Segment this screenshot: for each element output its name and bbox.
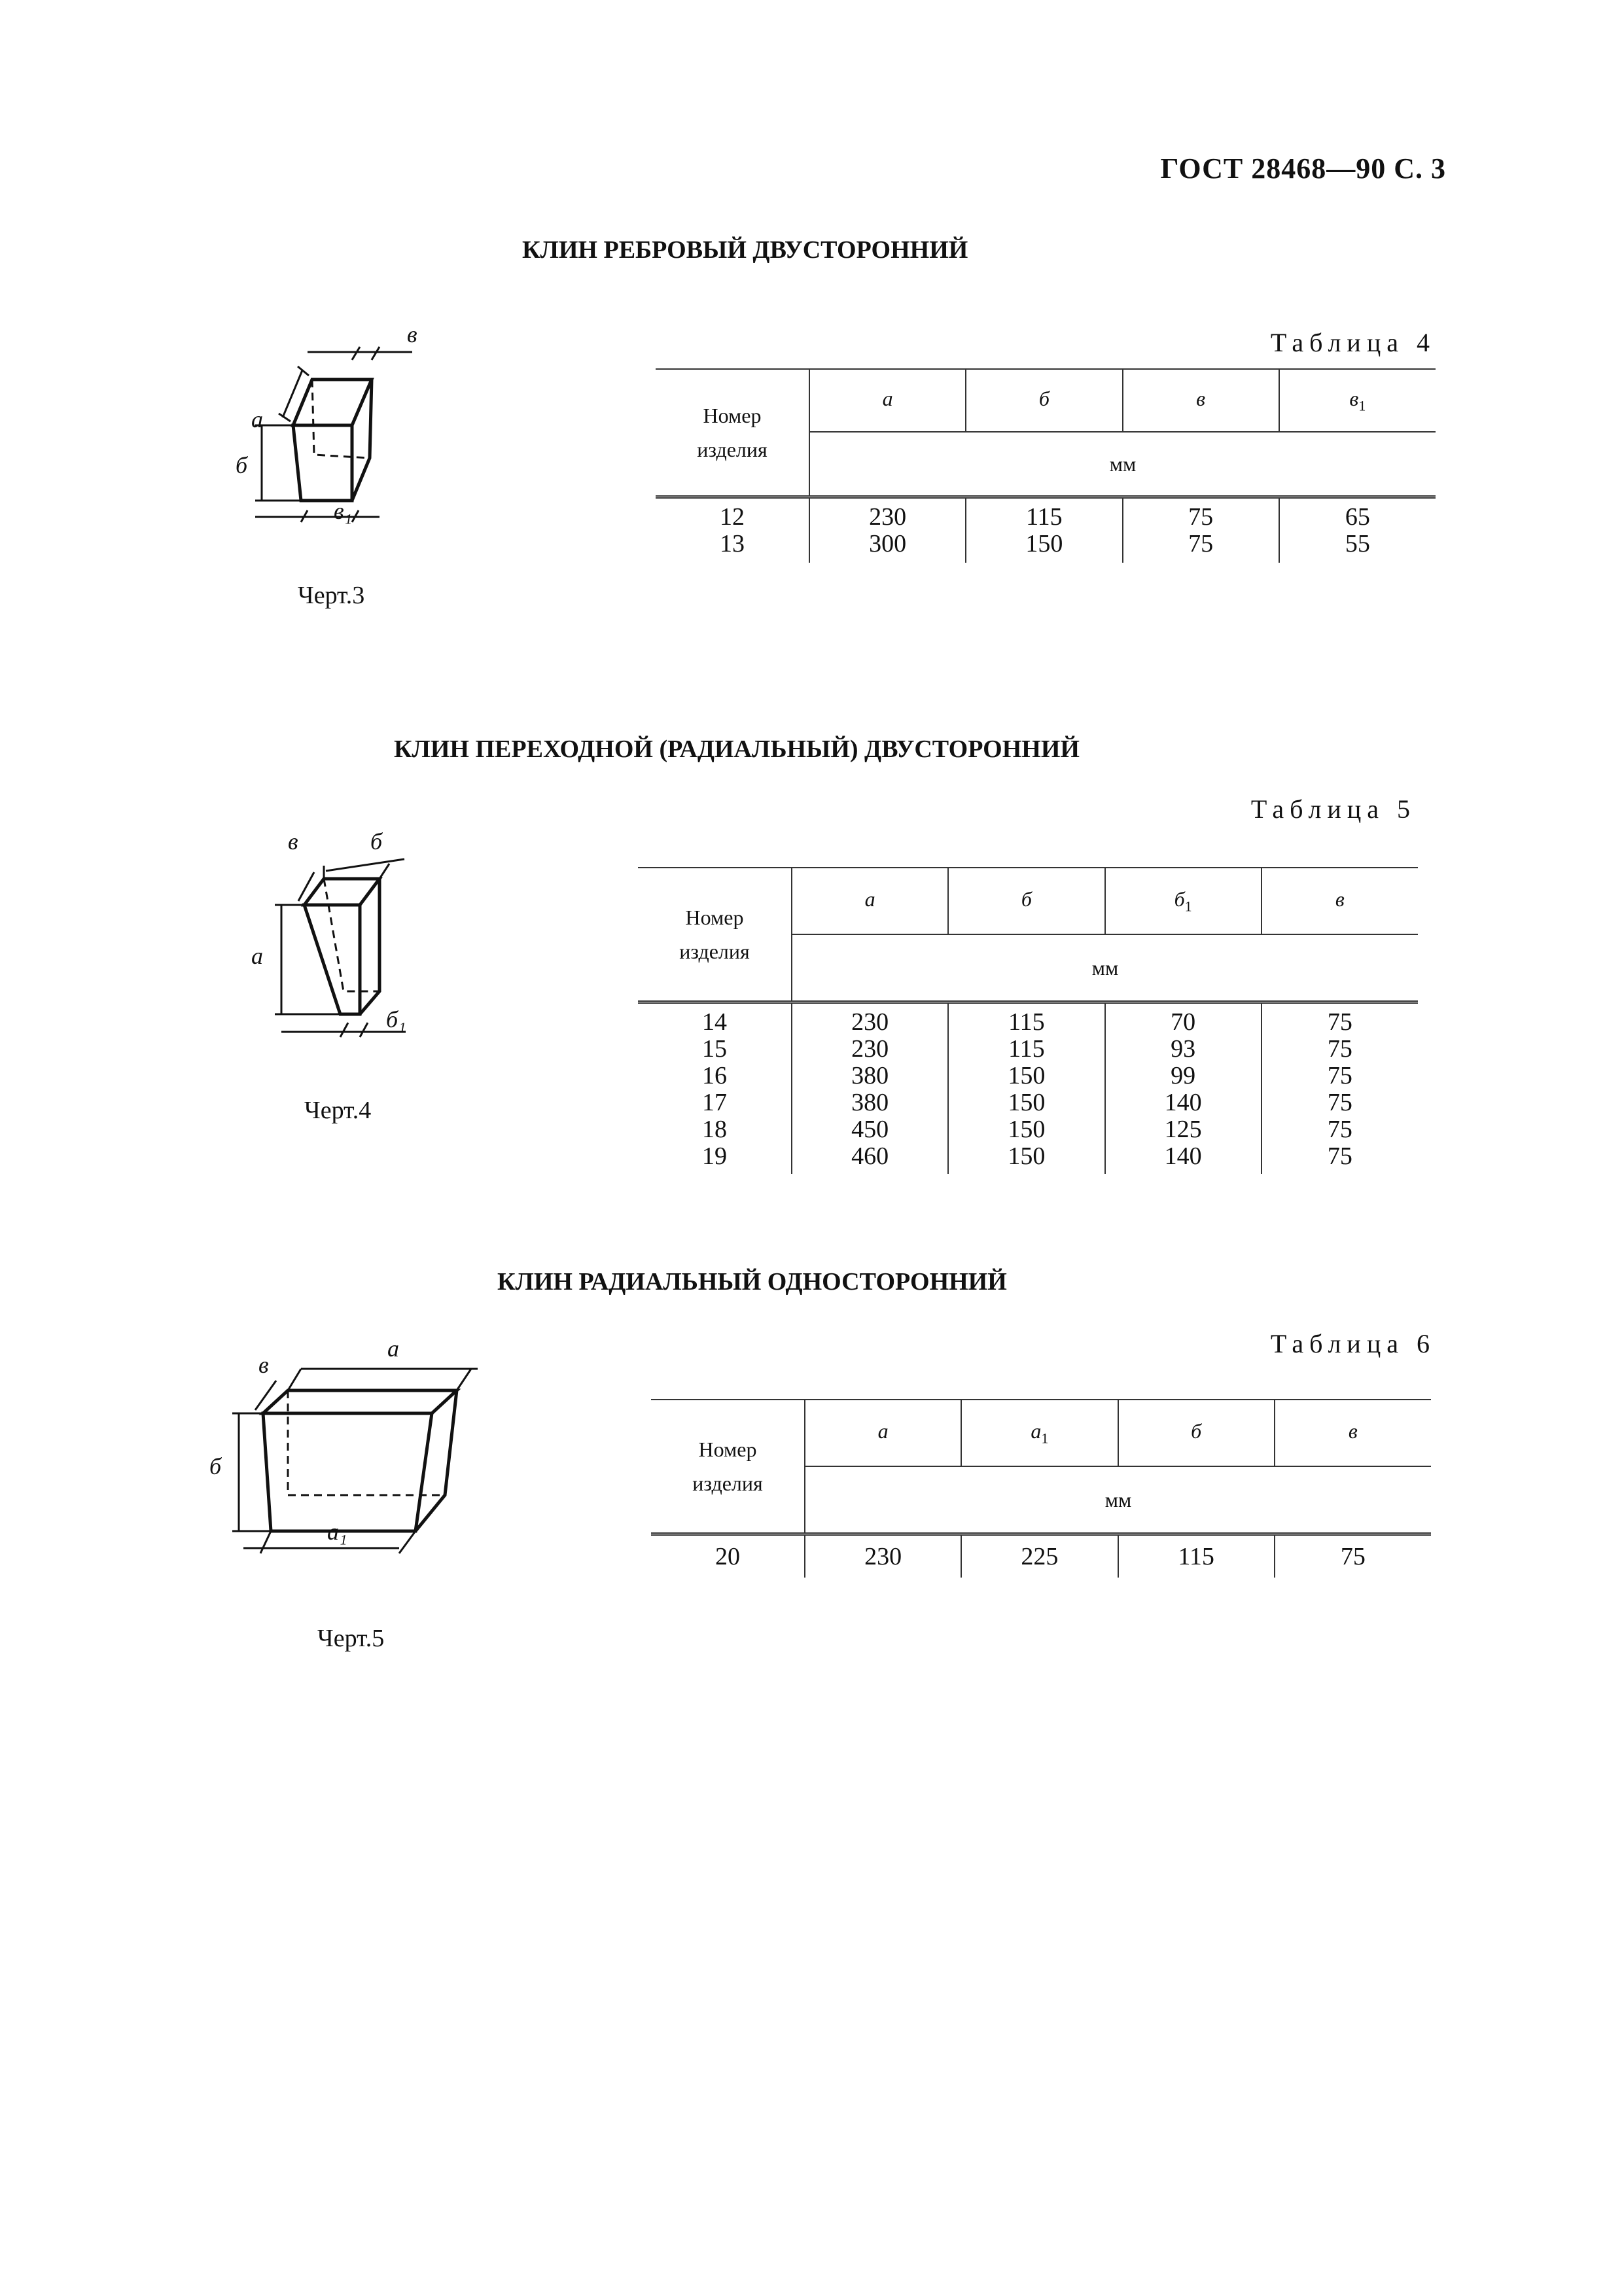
table-cell: 150: [948, 1089, 1104, 1116]
table-cell: 150: [948, 1143, 1104, 1174]
table-cell: 150: [966, 531, 1122, 563]
table-cell: 93: [1105, 1036, 1262, 1063]
table-cell: 125: [1105, 1116, 1262, 1143]
table-row: [638, 1002, 1418, 1036]
table-row: [656, 531, 1436, 563]
table-cell: 230: [792, 1002, 948, 1036]
table-5-unit: мм: [792, 934, 1418, 1002]
section-title-rib-wedge: КЛИН РЕБРОВЫЙ ДВУСТОРОННИЙ: [522, 236, 968, 264]
table-cell: 150: [948, 1063, 1104, 1089]
table-4-col-v1: $в_1$: [1279, 369, 1436, 432]
table-6-col-v: в: [1275, 1400, 1431, 1466]
fig3-label-b: б: [236, 452, 248, 478]
table-cell: 380: [792, 1063, 948, 1089]
table-cell: 380: [792, 1089, 948, 1116]
fig4-label-b: б: [370, 828, 383, 855]
table-4-row-header: Номер изделия: [656, 369, 809, 497]
table-cell: 55: [1279, 531, 1436, 563]
table-cell: 70: [1105, 1002, 1262, 1036]
table-4: [656, 368, 1436, 563]
fig3-label-v: в: [407, 321, 417, 347]
table-cell: 115: [966, 497, 1122, 531]
table-4-unit: мм: [809, 432, 1436, 497]
table-cell: 15: [702, 1035, 727, 1063]
table-5-row-header: Номер изделия: [638, 868, 792, 1002]
table-row: [651, 1534, 1431, 1578]
fig4-label-b1: б₁: [386, 1006, 406, 1033]
table-row: [638, 1143, 1418, 1174]
table-cell: 115: [1118, 1534, 1275, 1578]
table-6-label: Таблица 6: [1270, 1329, 1436, 1358]
table-cell: 75: [1262, 1063, 1418, 1089]
table-cell: 140: [1105, 1089, 1262, 1116]
table-5-col-b1: $б_1$: [1105, 868, 1262, 934]
table-cell: 16: [702, 1062, 727, 1089]
section-title-radial-wedge: КЛИН РАДИАЛЬНЫЙ ОДНОСТОРОННИЙ: [497, 1268, 1007, 1296]
table-cell: 65: [1279, 497, 1436, 531]
table-cell: 450: [792, 1116, 948, 1143]
table-row: [638, 1063, 1418, 1089]
fig3-label-v1: в₁: [334, 498, 353, 524]
figure-5-radial-wedge-drawing: [203, 1335, 491, 1564]
table-cell: 115: [948, 1002, 1104, 1036]
table-cell: 75: [1262, 1089, 1418, 1116]
table-4-col-v: в: [1123, 369, 1279, 432]
table-row: [656, 497, 1436, 531]
table-cell: 75: [1123, 497, 1279, 531]
figure-3-rib-wedge-drawing: [236, 321, 445, 543]
table-cell: 460: [792, 1143, 948, 1174]
table-5-col-v: в: [1262, 868, 1418, 934]
table-cell: 19: [702, 1142, 727, 1170]
table-4-label: Таблица 4: [1270, 328, 1436, 357]
table-cell: 13: [720, 530, 745, 557]
table-row: [638, 1036, 1418, 1063]
table-6-col-a1: $а_1$: [961, 1400, 1118, 1466]
table-5-col-a: а: [792, 868, 948, 934]
fig5-label-a: а: [387, 1335, 399, 1362]
fig5-label-b: б: [209, 1453, 222, 1479]
fig5-label-v: в: [258, 1352, 269, 1378]
fig5-label-a1: а₁: [327, 1519, 347, 1545]
table-cell: 225: [961, 1534, 1118, 1578]
table-5-label: Таблица 5: [1250, 794, 1416, 824]
table-cell: 115: [948, 1036, 1104, 1063]
table-cell: 230: [792, 1036, 948, 1063]
table-cell: 75: [1262, 1116, 1418, 1143]
table-cell: 99: [1105, 1063, 1262, 1089]
table-6: [651, 1399, 1431, 1578]
table-row: [638, 1116, 1418, 1143]
table-6-row-header: Номер изделия: [651, 1400, 805, 1534]
table-cell: 140: [1105, 1143, 1262, 1174]
figure-4-caption: Черт.4: [304, 1097, 372, 1124]
fig3-label-a: а: [251, 406, 263, 433]
figure-3-caption: Черт.3: [298, 582, 365, 609]
table-cell: 75: [1262, 1036, 1418, 1063]
table-cell: 75: [1275, 1534, 1431, 1578]
table-cell: 17: [702, 1089, 727, 1116]
table-6-col-b: б: [1118, 1400, 1275, 1466]
table-cell: 75: [1262, 1002, 1418, 1036]
table-4-col-b: б: [966, 369, 1122, 432]
table-6-col-a: а: [805, 1400, 961, 1466]
table-cell: 20: [715, 1542, 740, 1570]
table-cell: 150: [948, 1116, 1104, 1143]
figure-5-caption: Черт.5: [317, 1625, 385, 1652]
table-cell: 230: [805, 1534, 961, 1578]
fig4-label-v: в: [288, 828, 298, 855]
table-cell: 14: [702, 1008, 727, 1036]
table-cell: 75: [1123, 531, 1279, 563]
fig4-label-a: а: [251, 943, 263, 969]
table-cell: 230: [809, 497, 966, 531]
figure-4-transition-wedge-drawing: [242, 828, 438, 1050]
table-cell: 12: [720, 503, 745, 531]
table-6-unit: мм: [805, 1466, 1431, 1534]
table-4-col-a: а: [809, 369, 966, 432]
document-page-header: ГОСТ 28468—90 С. 3: [1160, 152, 1446, 185]
table-row: [638, 1089, 1418, 1116]
table-cell: 18: [702, 1116, 727, 1143]
table-cell: 75: [1262, 1143, 1418, 1174]
table-cell: 300: [809, 531, 966, 563]
section-title-transition-wedge: КЛИН ПЕРЕХОДНОЙ (РАДИАЛЬНЫЙ) ДВУСТОРОННИЙ: [394, 735, 1080, 763]
table-5-col-b: б: [948, 868, 1104, 934]
table-5: [638, 867, 1418, 1174]
